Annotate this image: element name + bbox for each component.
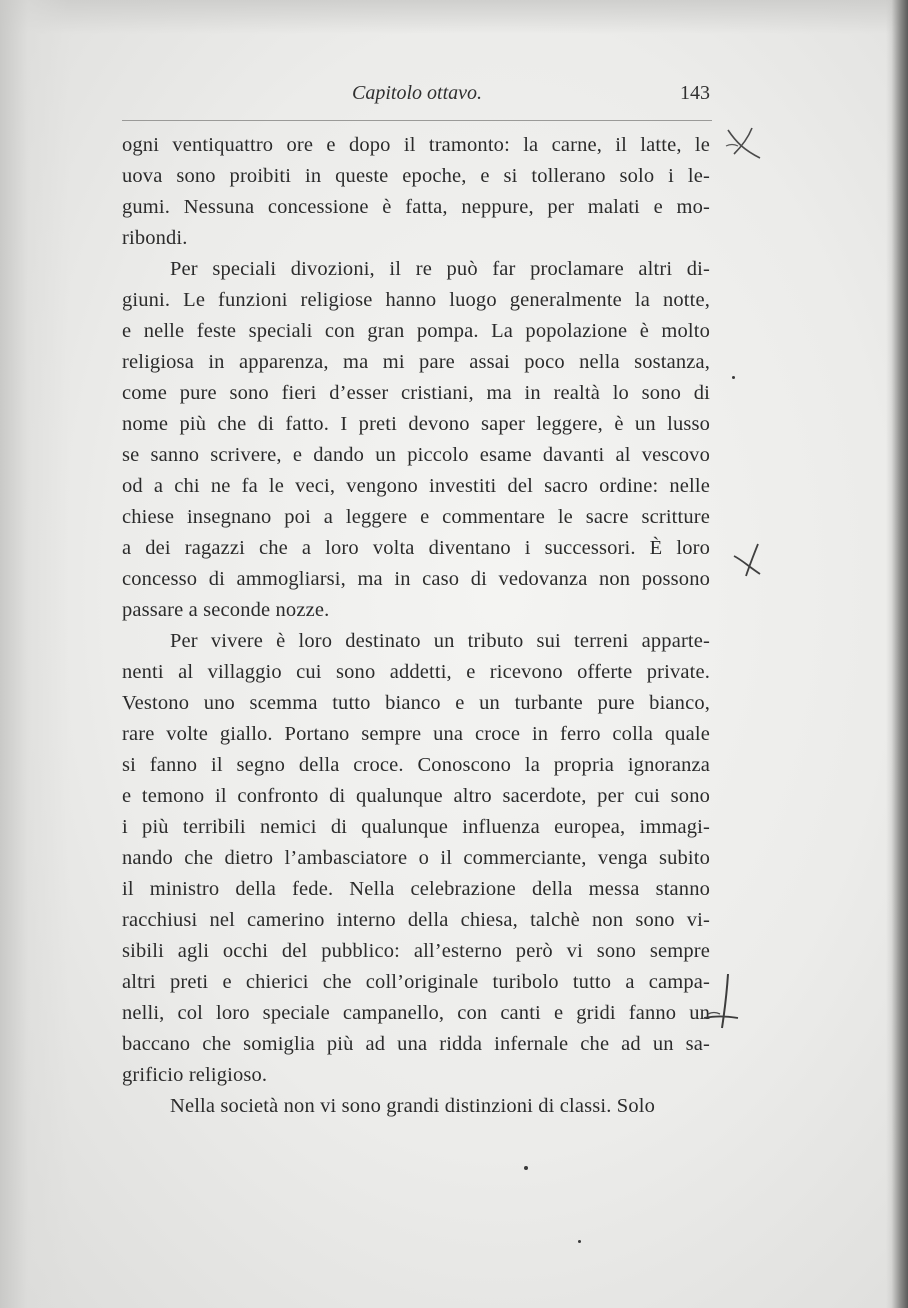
text-line: od a chi ne fa le veci, vengono investiti del sacro ordine: nelle: [122, 475, 710, 497]
text-line: Per speciali divozioni, il re può far proclamare altri di-: [170, 258, 710, 280]
text-line: uova sono proibiti in queste epoche, e si tollerano solo i le-: [122, 165, 710, 187]
text-line: baccano che somiglia più ad una ridda infernale che ad un sa-: [122, 1033, 710, 1055]
text-line: Vestono uno scemma tutto bianco e un turbante pure bianco,: [122, 692, 710, 714]
margin-mark-top: [722, 124, 768, 164]
text-line: Per vivere è loro destinato un tributo sui terreni apparte-: [170, 630, 710, 652]
text-line: come pure sono fieri d’esser cristiani, ma in realtà lo sono di: [122, 382, 710, 404]
text-line: gumi. Nessuna concessione è fatta, neppure, per malati e mo-: [122, 196, 710, 218]
paragraph: [122, 626, 710, 1091]
running-head: [120, 82, 710, 110]
text-line: religiosa in apparenza, ma mi pare assai poco nella sostanza,: [122, 351, 710, 373]
text-line: nenti al villaggio cui sono addetti, e ricevono offerte private.: [122, 661, 710, 683]
text-line: se sanno scrivere, e dando un piccolo esame davanti al vescovo: [122, 444, 710, 466]
paragraph: [122, 130, 710, 254]
text-line: racchiusi nel camerino interno della chiesa, talchè non sono vi-: [122, 909, 710, 931]
paragraph-list: [122, 130, 710, 1122]
text-line: a dei ragazzi che a loro volta diventano i successori. È loro: [122, 537, 710, 559]
text-line: nando che dietro l’ambasciatore o il commerciante, venga subito: [122, 847, 710, 869]
text-line: giuni. Le funzioni religiose hanno luogo generalmente la notte,: [122, 289, 710, 311]
text-line: passare a seconde nozze.: [122, 599, 330, 621]
text-line: grificio religioso.: [122, 1064, 268, 1086]
spine-shadow: [0, 0, 70, 1308]
ink-speck: [578, 1240, 581, 1243]
paragraph: [122, 1091, 710, 1122]
text-line: ribondi.: [122, 227, 188, 249]
margin-mark-middle: [730, 540, 772, 580]
ink-speck: [524, 1166, 528, 1170]
page-number: 143: [680, 82, 710, 104]
paragraph: [122, 254, 710, 626]
ink-speck: [732, 376, 735, 379]
text-line: e nelle feste speciali con gran pompa. La popolazione è molto: [122, 320, 710, 342]
text-line: e temono il confronto di qualunque altro sacerdote, per cui sono: [122, 785, 710, 807]
text-line: Nella società non vi sono grandi distinzioni di classi. Solo: [170, 1095, 655, 1117]
text-line: chiese insegnano poi a leggere e commentare le sacre scritture: [122, 506, 710, 528]
text-line: ogni ventiquattro ore e dopo il tramonto: la carne, il latte, le: [122, 134, 710, 156]
top-scan-shadow: [0, 0, 908, 34]
text-line: altri preti e chierici che coll’originale turibolo tutto a campa-: [122, 971, 710, 993]
text-line: il ministro della fede. Nella celebrazione della messa stanno: [122, 878, 710, 900]
text-line: concesso di ammogliarsi, ma in caso di vedovanza non possono: [122, 568, 710, 590]
text-line: si fanno il segno della croce. Conoscono la propria ignoranza: [122, 754, 710, 776]
text-line: sibili agli occhi del pubblico: all’esterno però vi sono sempre: [122, 940, 710, 962]
header-rule: [122, 120, 712, 121]
text-line: i più terribili nemici di qualunque influenza europea, immagi-: [122, 816, 710, 838]
body-text: [122, 130, 710, 1122]
margin-mark-bottom: [700, 972, 746, 1036]
text-line: nelli, col loro speciale campanello, con canti e gridi fanno un: [122, 1002, 710, 1024]
text-line: rare volte giallo. Portano sempre una croce in ferro colla quale: [122, 723, 710, 745]
text-line: nome più che di fatto. I preti devono saper leggere, è un lusso: [122, 413, 710, 435]
right-page-edge: [886, 0, 908, 1308]
running-title: Capitolo ottavo.: [352, 82, 482, 104]
